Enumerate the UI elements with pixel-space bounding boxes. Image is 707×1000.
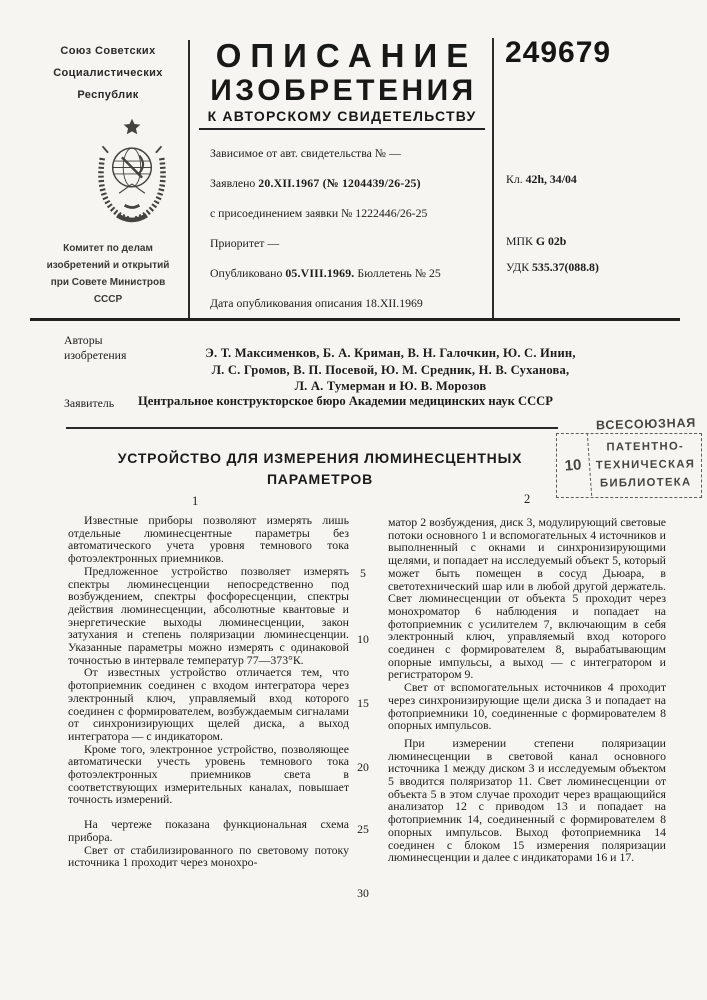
document-type-line: ИЗОБРЕТЕНИЯ [210,74,477,107]
line-number: 25 [357,822,369,836]
filing-row-priority [210,237,488,250]
class-value: 42h, 34/04 [525,172,577,186]
filing-info [210,147,488,327]
stamp-text-line: ПАТЕНТНО- [606,440,685,454]
stamp-text-line: БИБЛИОТЕКА [599,476,692,490]
applicant-name: Центральное конструкторское бюро Академии медицинских наук СССР [138,394,553,408]
stamp-number: 10 [555,433,592,498]
line-number: 5 [360,566,366,580]
stamp-box [556,433,702,498]
body-left-column [68,514,349,869]
authors-label-line: изобретения [64,347,127,362]
document-type-underline [199,128,485,130]
paragraph: При измерении степени поляризации люминесценции в световой канал основного источника 1 между диском 3 и исследуемым объектом 5 вводится поляризатор 11. Свет люминесценции от объекта 5 в этом случае проходит через вращающийся анализатор 12 с приводом 13 и попадает на фотоприемник 14, соединенный с формирователем 8 опорных импульсов. Выход фотоприемника 14 соединен с блоком 15 измерения поляризации люминесценции и далее с индикаторами 16 и 17. [388,735,666,865]
filing-row-dependent [210,147,488,160]
publisher-name-line: Союз Советских [60,45,156,57]
filing-text: Приоритет — [210,236,280,250]
committee-name-line: СССР [93,294,123,305]
authors-label [64,333,126,362]
publisher-name-line: Республик [77,89,139,101]
column-1-marker: 1 [192,494,199,508]
stamp-text [590,433,702,497]
author-names-line: Л. С. Громов, В. П. Посевой, Ю. М. Средник, Н. В. Суханова, [211,362,570,377]
paragraph: Известные приборы позволяют измерять лишь отдельные люминесцентные параметры без автоматического учета уровня темнового тока фотоэлектронных приемников. [68,513,349,566]
line-number: 30 [357,886,369,900]
filing-text: Зависимое от авт. свидетельства № — [210,146,401,160]
header-divider-right [492,38,494,318]
header-divider-left [188,40,190,318]
line-number: 20 [357,760,369,774]
invention-title [70,448,570,490]
filing-row-filed [210,177,488,190]
library-stamp [556,417,702,498]
paragraph: Кроме того, электронное устройство, позволяющее автоматически учесть уровень темнового тока фотоэлектронных приемников света в соответствующих измерительных каналах, повышает точность измерений. [68,741,349,807]
classification-mpk [506,234,566,249]
filing-text: Дата опубликования описания 18.XII.1969 [210,296,423,310]
invention-title-line: ПАРАМЕТРОВ [266,471,374,487]
filing-text: Опубликовано [210,266,286,280]
committee-name-line: Комитет по делам [63,243,153,254]
classification-udk [506,260,599,275]
document-type-line: К АВТОРСКОМУ СВИДЕТЕЛЬСТВУ [207,108,477,124]
committee-name-line: при Совете Министров [50,277,166,288]
author-names-line: Л. А. Тумерман и Ю. В. Морозов [294,379,487,393]
stamp-union-label: ВСЕСОЮЗНАЯ [595,415,697,433]
paragraph: матор 2 возбуждения, диск 3, модулирующий световые потоки основного 1 и вспомогательных 4 источников и выполненный с окнами и синхронизирующими щелями, и попадает на исследуемый объект 5, который может быть помещен в сосуд Дьюара, в светотехнический шар или в любой другой держатель. Свет люминесценции от объекта 5 проходит через монохроматор 6 наблюдения и попадает на фотоприемник с усилителем 7, включающим в себя электронный ключ, управляемый вход которого соединен с формирователем 8, вырабатывающим опорные импульсы, а выход — с интегратором и регистратором 9. [388,515,666,682]
applicant-label: Заявитель [64,396,115,410]
author-names-line: Э. Т. Максименков, Б. А. Криман, В. Н. Галочкин, Ю. С. Инин, [205,346,576,360]
filing-text: Заявлено [210,176,259,190]
filing-row-joined-application [210,207,488,220]
filing-text: с присоединением заявки № 1222446/26-25 [210,206,428,220]
paragraph: Свет от вспомогательных источников 4 проходит через синхронизирующие щели диска 3 и попадает на фотоприемники 10, соединенные с формирователем 8 опорных импульсов. [388,680,666,733]
document-type-line: ОПИСАНИЕ [215,37,478,74]
filing-text: Бюллетень № 25 [354,266,441,280]
classification-class [506,172,577,187]
paragraph: Предложенное устройство позволяет измерять спектры люминесценции непосредственно под возбуждением, спектры фосфоресценции, спектры действия люминесценции, абсолютные квантовые и энергетические выходы люминесценции, закон затухания и степень поляризации люминесценции. Указанные параметры можно измерять с одинаковой точностью в интервале температур 77—373°К. [68,563,349,667]
patent-number: 249679 [505,36,612,69]
invention-title-line: УСТРОЙСТВО ДЛЯ ИЗМЕРЕНИЯ ЛЮМИНЕСЦЕНТНЫХ [117,450,523,466]
authors-rule [66,427,558,429]
publisher-name [38,40,178,106]
paragraph: Свет от стабилизированного по световому потоку источника 1 проходит через монохро- [68,842,349,870]
mpk-value: G 02b [535,234,567,248]
mpk-label: МПК [506,234,536,248]
ussr-coat-of-arms-icon [86,114,178,232]
publisher-name-line: Социалистических [53,67,163,79]
udk-value: 535.37(088.8) [532,260,599,274]
header-rule [30,318,680,321]
udk-label: УДК [506,260,533,274]
document-type-title [194,38,490,130]
body-right-column [388,516,666,864]
filing-value: 20.XII.1967 (№ 1204439/26-25) [258,176,421,190]
committee-name [34,240,182,308]
filing-row-published [210,267,488,280]
filing-row-description-date [210,297,488,310]
authors-names [138,345,643,395]
filing-value: 05.VIII.1969. [285,266,355,280]
authors-label-line: Авторы [64,333,103,347]
line-number: 10 [357,632,369,646]
line-number: 15 [357,696,369,710]
stamp-text-line: ТЕХНИЧЕСКАЯ [595,458,696,472]
paragraph: На чертеже показана функциональная схема прибора. [68,817,349,844]
class-label: Кл. [506,172,526,186]
committee-name-line: изобретений и открытий [46,260,170,271]
paragraph: От известных устройство отличается тем, что фотоприемник соединен с входом интегратора через электронный ключ, управляемый вход которого соединен с формирователем, возбуждаемым сигналами от синхронизирующих щелей диска, а выход интегратора — с индикатором. [68,665,349,743]
column-2-marker: 2 [524,492,531,506]
